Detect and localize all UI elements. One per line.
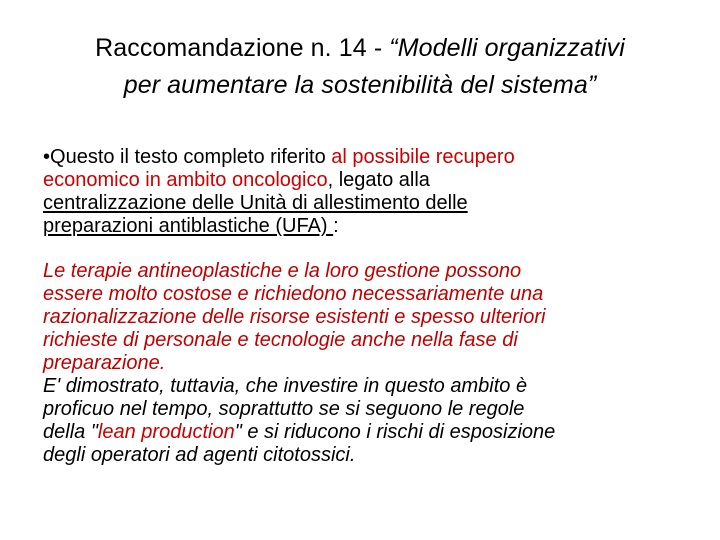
bullet-paragraph bbox=[43, 146, 693, 238]
slide-title bbox=[40, 30, 680, 104]
bullet-text-mid: , legato alla bbox=[327, 169, 430, 191]
bullet-text-start: Questo il testo completo riferito bbox=[50, 146, 332, 168]
quote-block bbox=[43, 260, 693, 467]
quote-p2-lean-production: lean production bbox=[97, 421, 235, 443]
bullet-underlined-1: centralizzazione delle Unità di allestimento delle bbox=[43, 192, 468, 214]
title-normal: Raccomandazione n. 14 - bbox=[95, 34, 390, 62]
quote-p1-line5: preparazione. bbox=[43, 352, 166, 374]
bullet-red-phrase-2: economico in ambito oncologico bbox=[43, 169, 328, 191]
slide-body bbox=[43, 146, 693, 467]
quote-p2-line1: E' dimostrato, tuttavia, che investire in questo ambito è bbox=[43, 375, 528, 397]
quote-p1-line3: razionalizzazione delle risorse esistenti e spesso ulteriori bbox=[43, 306, 546, 328]
quote-p1-line4: richieste di personale e tecnologie anche nella fase di bbox=[43, 329, 518, 351]
bullet-red-phrase-1: al possibile recupero bbox=[331, 146, 515, 168]
quote-p1-line2: essere molto costose e richiedono necessariamente una bbox=[43, 283, 544, 305]
quote-paragraph-1 bbox=[43, 260, 693, 375]
bullet-text-end: : bbox=[333, 215, 339, 237]
title-italic-1: “Modelli organizzativi bbox=[389, 34, 625, 62]
quote-p1-line1: Le terapie antineoplastiche e la loro gestione possono bbox=[43, 260, 522, 282]
quote-p2-line3-b: " e si riducono i rischi di esposizione bbox=[234, 421, 556, 443]
bullet-underlined-2: preparazioni antiblastiche (UFA) bbox=[43, 215, 334, 237]
quote-p2-line4: degli operatori ad agenti citotossici. bbox=[43, 444, 356, 466]
title-italic-2: per aumentare la sostenibilità del sistema” bbox=[123, 71, 597, 99]
quote-p2-line3-a: della " bbox=[43, 421, 98, 443]
bullet-marker: • bbox=[43, 146, 51, 168]
quote-paragraph-2 bbox=[43, 375, 693, 467]
quote-p2-line2: proficuo nel tempo, soprattutto se si seguono le regole bbox=[43, 398, 525, 420]
